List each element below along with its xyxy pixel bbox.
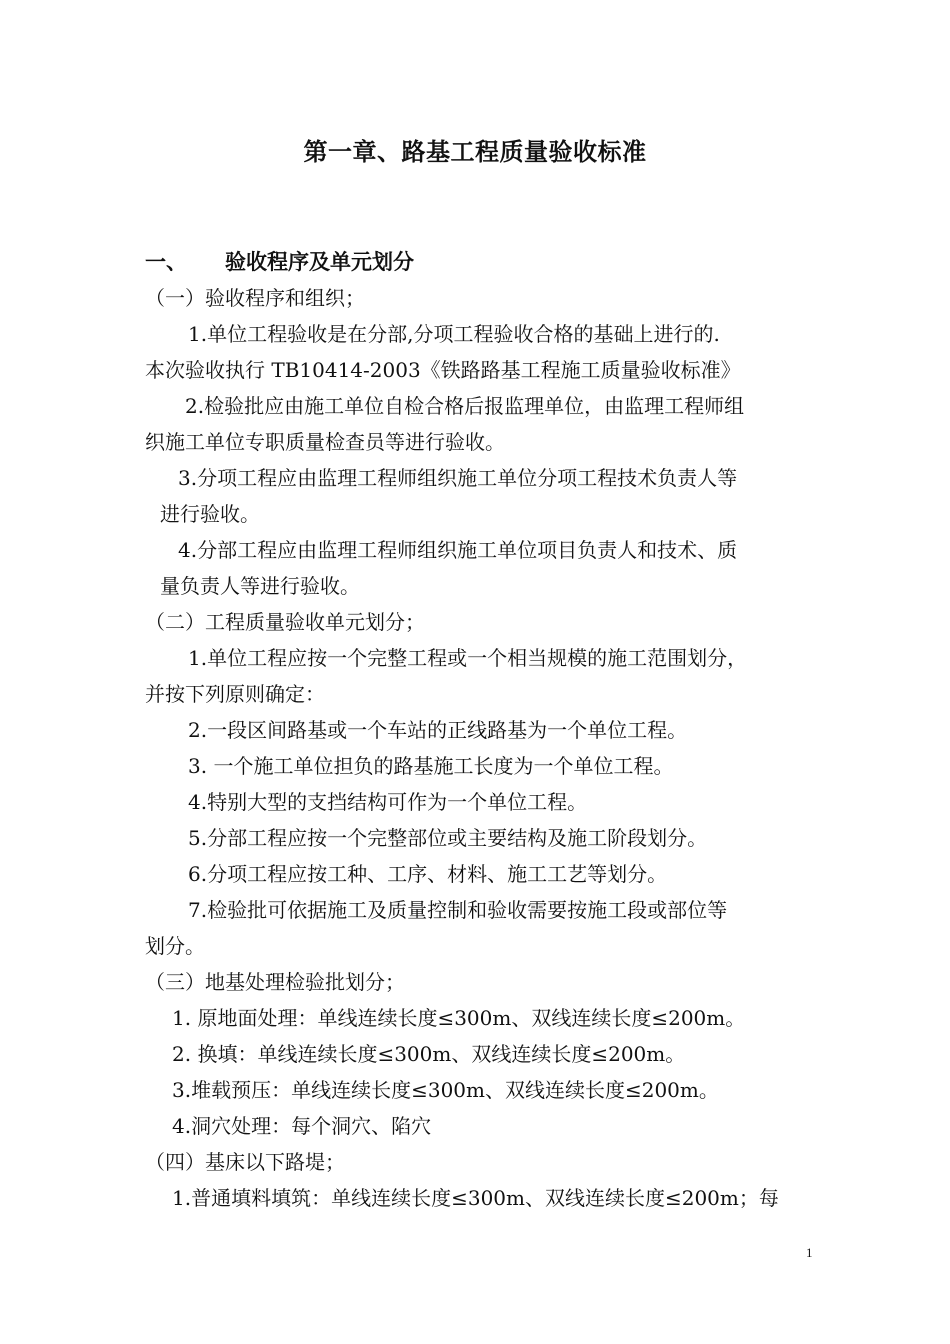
text-line: 进行验收。	[160, 502, 260, 526]
text-line: 1. 原地面处理：单线连续长度≤300m、双线连续长度≤200m。	[172, 1006, 746, 1030]
text-line: 量负责人等进行验收。	[160, 574, 360, 598]
text-line: （一）验收程序和组织；	[145, 286, 365, 310]
text-line: 1.普通填料填筑：单线连续长度≤300m、双线连续长度≤200m；每	[172, 1186, 779, 1210]
text-line: 本次验收执行 TB10414-2003《铁路路基工程施工质量验收标准》	[145, 358, 741, 382]
text-line: 2.检验批应由施工单位自检合格后报监理单位，由监理工程师组	[185, 394, 745, 418]
text-line: 6.分项工程应按工种、工序、材料、施工工艺等划分。	[188, 862, 668, 886]
text-line: 4.特别大型的支挡结构可作为一个单位工程。	[188, 790, 588, 814]
section-heading	[145, 244, 414, 280]
text-line: 织施工单位专职质量检查员等进行验收。	[145, 430, 505, 454]
text-line: 1.单位工程验收是在分部,分项工程验收合格的基础上进行的.	[188, 322, 720, 346]
text-line: 5.分部工程应按一个完整部位或主要结构及施工阶段划分。	[188, 826, 708, 850]
text-line: （三）地基处理检验批划分；	[145, 970, 405, 994]
text-line: 2.一段区间路基或一个车站的正线路基为一个单位工程。	[188, 718, 688, 742]
section-heading-number: 一、	[145, 249, 187, 274]
text-line: （二）工程质量验收单元划分；	[145, 610, 425, 634]
text-line: 3.堆载预压：单线连续长度≤300m、双线连续长度≤200m。	[172, 1078, 719, 1102]
page-title: 第一章、路基工程质量验收标准	[303, 137, 647, 166]
text-line: 并按下列原则确定：	[145, 682, 325, 706]
text-line: 划分。	[145, 934, 205, 958]
text-line: 3. 一个施工单位担负的路基施工长度为一个单位工程。	[188, 754, 674, 778]
text-line: 2. 换填：单线连续长度≤300m、双线连续长度≤200m。	[172, 1042, 686, 1066]
section-heading-text: 验收程序及单元划分	[225, 249, 414, 274]
text-line: 4.洞穴处理：每个洞穴、陷穴	[172, 1114, 432, 1138]
text-line: 3.分项工程应由监理工程师组织施工单位分项工程技术负责人等	[178, 466, 738, 490]
text-line: 4.分部工程应由监理工程师组织施工单位项目负责人和技术、质	[178, 538, 738, 562]
text-line: 7.检验批可依据施工及质量控制和验收需要按施工段或部位等	[188, 898, 728, 922]
text-line: 1.单位工程应按一个完整工程或一个相当规模的施工范围划分，	[188, 646, 748, 670]
page-number: 1	[806, 1245, 813, 1260]
text-line: （四）基床以下路堤；	[145, 1150, 345, 1174]
